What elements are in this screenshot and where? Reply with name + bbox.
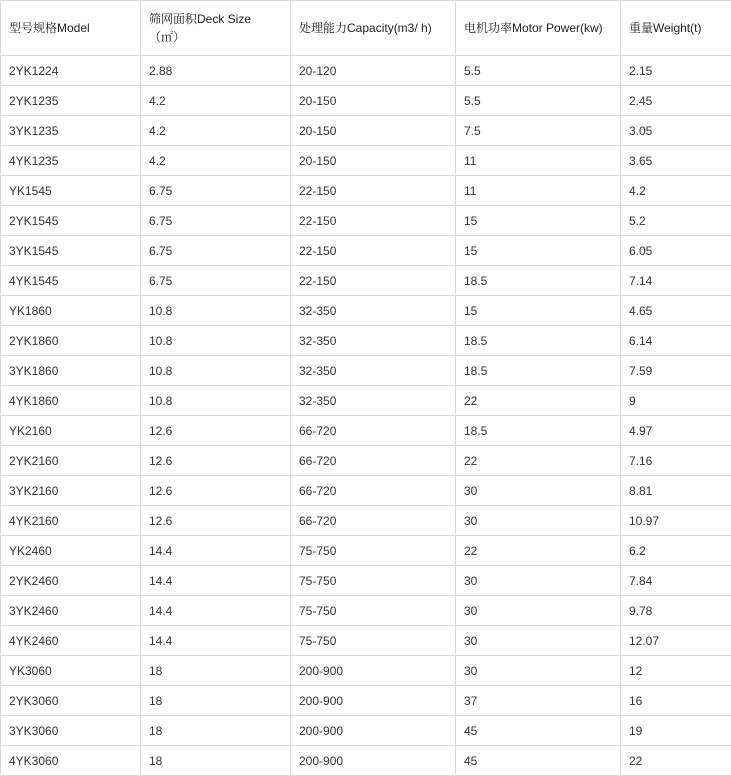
cell-model: YK1545 (1, 176, 141, 206)
cell-motor-power: 30 (456, 656, 621, 686)
cell-capacity: 200-900 (291, 716, 456, 746)
cell-weight: 19 (621, 716, 731, 746)
cell-deck-size: 4.2 (141, 116, 291, 146)
column-header-capacity (291, 1, 456, 56)
cell-capacity: 200-900 (291, 746, 456, 776)
cell-weight: 10.97 (621, 506, 731, 536)
cell-weight: 7.59 (621, 356, 731, 386)
table-row (1, 416, 731, 446)
table-row (1, 386, 731, 416)
cell-motor-power: 22 (456, 446, 621, 476)
cell-motor-power: 30 (456, 626, 621, 656)
cell-model: 4YK1860 (1, 386, 141, 416)
cell-motor-power: 5.5 (456, 56, 621, 86)
cell-deck-size: 18 (141, 686, 291, 716)
cell-model: YK2460 (1, 536, 141, 566)
table-row (1, 206, 731, 236)
table-row (1, 746, 731, 776)
cell-deck-size: 10.8 (141, 356, 291, 386)
cell-motor-power: 37 (456, 686, 621, 716)
cell-weight: 4.97 (621, 416, 731, 446)
cell-motor-power: 30 (456, 596, 621, 626)
cell-motor-power: 18.5 (456, 416, 621, 446)
cell-motor-power: 45 (456, 716, 621, 746)
cell-model: 3YK3060 (1, 716, 141, 746)
cell-deck-size: 6.75 (141, 236, 291, 266)
cell-motor-power: 15 (456, 206, 621, 236)
cell-deck-size: 12.6 (141, 446, 291, 476)
table-row (1, 656, 731, 686)
cell-motor-power: 18.5 (456, 356, 621, 386)
cell-weight: 2.15 (621, 56, 731, 86)
cell-motor-power: 22 (456, 536, 621, 566)
cell-deck-size: 18 (141, 656, 291, 686)
cell-deck-size: 10.8 (141, 326, 291, 356)
cell-deck-size: 14.4 (141, 566, 291, 596)
cell-capacity: 32-350 (291, 296, 456, 326)
cell-model: 2YK1860 (1, 326, 141, 356)
cell-model: YK2160 (1, 416, 141, 446)
cell-motor-power: 18.5 (456, 326, 621, 356)
cell-motor-power: 11 (456, 146, 621, 176)
cell-weight: 16 (621, 686, 731, 716)
cell-motor-power: 22 (456, 386, 621, 416)
cell-capacity: 32-350 (291, 326, 456, 356)
table-row (1, 536, 731, 566)
cell-capacity: 32-350 (291, 386, 456, 416)
column-header-motor-power-line1: 电机功率Motor Power(kw) (464, 21, 603, 35)
cell-deck-size: 12.6 (141, 476, 291, 506)
cell-deck-size: 2.88 (141, 56, 291, 86)
cell-model: 4YK1235 (1, 146, 141, 176)
cell-capacity: 20-150 (291, 86, 456, 116)
cell-capacity: 66-720 (291, 506, 456, 536)
column-header-motor-power (456, 1, 621, 56)
cell-model: 3YK2460 (1, 596, 141, 626)
cell-weight: 6.05 (621, 236, 731, 266)
cell-weight: 3.05 (621, 116, 731, 146)
cell-motor-power: 30 (456, 506, 621, 536)
cell-model: 4YK2160 (1, 506, 141, 536)
cell-deck-size: 4.2 (141, 146, 291, 176)
cell-motor-power: 30 (456, 566, 621, 596)
cell-model: 2YK2460 (1, 566, 141, 596)
table-row (1, 146, 731, 176)
column-header-deck-size-line2: （㎡） (149, 28, 282, 46)
cell-deck-size: 6.75 (141, 266, 291, 296)
table-row (1, 266, 731, 296)
cell-capacity: 66-720 (291, 416, 456, 446)
cell-capacity: 66-720 (291, 476, 456, 506)
column-header-model (1, 1, 141, 56)
table-row (1, 176, 731, 206)
cell-model: 3YK2160 (1, 476, 141, 506)
cell-deck-size: 12.6 (141, 416, 291, 446)
cell-deck-size: 14.4 (141, 596, 291, 626)
table-row (1, 506, 731, 536)
cell-model: 4YK2460 (1, 626, 141, 656)
table-row (1, 326, 731, 356)
cell-capacity: 75-750 (291, 596, 456, 626)
table-row (1, 236, 731, 266)
cell-model: 2YK1545 (1, 206, 141, 236)
cell-weight: 8.81 (621, 476, 731, 506)
cell-capacity: 75-750 (291, 566, 456, 596)
cell-motor-power: 15 (456, 296, 621, 326)
cell-weight: 6.2 (621, 536, 731, 566)
cell-weight: 9 (621, 386, 731, 416)
cell-deck-size: 4.2 (141, 86, 291, 116)
table-row (1, 86, 731, 116)
cell-model: 3YK1545 (1, 236, 141, 266)
cell-model: 3YK1235 (1, 116, 141, 146)
table-body (1, 56, 731, 776)
cell-deck-size: 6.75 (141, 206, 291, 236)
cell-capacity: 22-150 (291, 176, 456, 206)
cell-deck-size: 14.4 (141, 536, 291, 566)
table-row (1, 56, 731, 86)
cell-weight: 7.84 (621, 566, 731, 596)
cell-weight: 4.2 (621, 176, 731, 206)
cell-motor-power: 7.5 (456, 116, 621, 146)
table-row (1, 686, 731, 716)
cell-model: YK1860 (1, 296, 141, 326)
cell-model: 4YK1545 (1, 266, 141, 296)
table-row (1, 596, 731, 626)
cell-capacity: 20-150 (291, 116, 456, 146)
cell-deck-size: 14.4 (141, 626, 291, 656)
table-header-row (1, 1, 731, 56)
table-row (1, 476, 731, 506)
cell-weight: 7.14 (621, 266, 731, 296)
table-row (1, 446, 731, 476)
table-header (1, 1, 731, 56)
cell-capacity: 75-750 (291, 626, 456, 656)
cell-motor-power: 11 (456, 176, 621, 206)
cell-weight: 12 (621, 656, 731, 686)
cell-capacity: 20-150 (291, 146, 456, 176)
table-row (1, 626, 731, 656)
cell-capacity: 20-120 (291, 56, 456, 86)
column-header-weight-line1: 重量Weight(t) (629, 21, 701, 35)
cell-weight: 9.78 (621, 596, 731, 626)
cell-model: 2YK2160 (1, 446, 141, 476)
cell-deck-size: 18 (141, 746, 291, 776)
cell-capacity: 22-150 (291, 206, 456, 236)
cell-model: 2YK1235 (1, 86, 141, 116)
cell-capacity: 200-900 (291, 686, 456, 716)
cell-weight: 3.65 (621, 146, 731, 176)
table-row (1, 566, 731, 596)
cell-model: 2YK3060 (1, 686, 141, 716)
cell-weight: 22 (621, 746, 731, 776)
cell-weight: 12.07 (621, 626, 731, 656)
table-row (1, 356, 731, 386)
cell-capacity: 22-150 (291, 266, 456, 296)
cell-motor-power: 18.5 (456, 266, 621, 296)
cell-weight: 6.14 (621, 326, 731, 356)
cell-motor-power: 30 (456, 476, 621, 506)
table-row (1, 116, 731, 146)
cell-deck-size: 10.8 (141, 386, 291, 416)
cell-motor-power: 15 (456, 236, 621, 266)
cell-model: YK3060 (1, 656, 141, 686)
cell-model: 2YK1224 (1, 56, 141, 86)
cell-capacity: 75-750 (291, 536, 456, 566)
cell-weight: 4.65 (621, 296, 731, 326)
column-header-weight (621, 1, 731, 56)
cell-capacity: 22-150 (291, 236, 456, 266)
table-row (1, 716, 731, 746)
column-header-model-line1: 型号规格Model (9, 21, 90, 35)
cell-motor-power: 45 (456, 746, 621, 776)
cell-weight: 5.2 (621, 206, 731, 236)
cell-model: 3YK1860 (1, 356, 141, 386)
cell-model: 4YK3060 (1, 746, 141, 776)
cell-capacity: 32-350 (291, 356, 456, 386)
column-header-capacity-line1: 处理能力Capacity(m3/ h) (299, 21, 432, 35)
cell-weight: 2.45 (621, 86, 731, 116)
cell-deck-size: 18 (141, 716, 291, 746)
cell-capacity: 66-720 (291, 446, 456, 476)
cell-weight: 7.16 (621, 446, 731, 476)
table-row (1, 296, 731, 326)
cell-motor-power: 5.5 (456, 86, 621, 116)
cell-capacity: 200-900 (291, 656, 456, 686)
cell-deck-size: 12.6 (141, 506, 291, 536)
column-header-deck-size (141, 1, 291, 56)
cell-deck-size: 10.8 (141, 296, 291, 326)
column-header-deck-size-line1: 筛网面积Deck Size (149, 12, 251, 26)
cell-deck-size: 6.75 (141, 176, 291, 206)
